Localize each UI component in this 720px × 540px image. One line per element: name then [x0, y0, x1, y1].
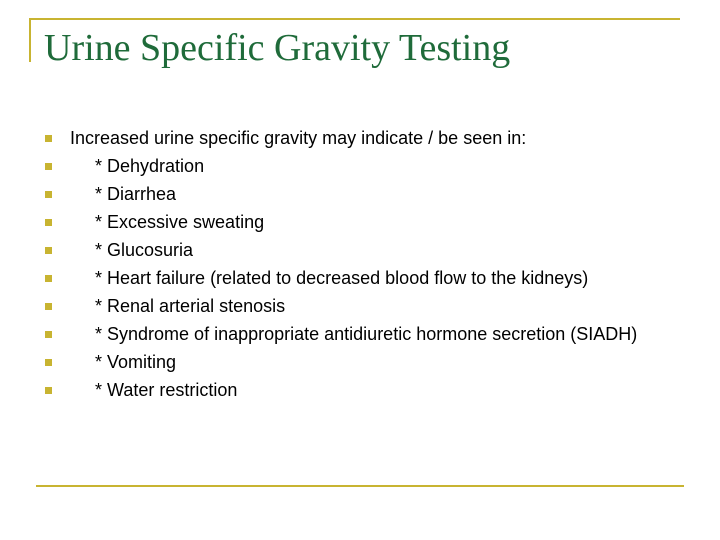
square-bullet-icon [45, 247, 52, 254]
square-bullet-icon [45, 331, 52, 338]
square-bullet-icon [45, 303, 52, 310]
list-item-text: * Excessive sweating [70, 212, 265, 232]
square-bullet-icon [45, 191, 52, 198]
square-bullet-icon [45, 163, 52, 170]
square-bullet-icon [45, 275, 52, 282]
square-bullet-icon [45, 387, 52, 394]
list-item [44, 240, 684, 261]
list-item [44, 212, 684, 233]
list-item [44, 128, 684, 149]
list-item-text: Increased urine specific gravity may indicate / be seen in: [70, 128, 527, 148]
bullet-list [44, 128, 684, 408]
list-item-text: * Syndrome of inappropriate antidiuretic hormone secretion (SIADH) [70, 324, 638, 344]
list-item-text: * Dehydration [70, 156, 205, 176]
list-item [44, 268, 684, 289]
list-item-text: * Diarrhea [70, 184, 177, 204]
top-accent-line [29, 18, 680, 20]
list-item-text: * Renal arterial stenosis [70, 296, 286, 316]
bottom-accent-line [36, 485, 684, 487]
list-item [44, 352, 684, 373]
square-bullet-icon [45, 359, 52, 366]
square-bullet-icon [45, 219, 52, 226]
list-item [44, 156, 684, 177]
list-item [44, 324, 684, 345]
list-item [44, 184, 684, 205]
slide-title: Urine Specific Gravity Testing [44, 27, 511, 69]
square-bullet-icon [45, 135, 52, 142]
list-item-text: * Vomiting [70, 352, 177, 372]
left-accent-line [29, 18, 31, 62]
list-item-text: * Glucosuria [70, 240, 194, 260]
list-item [44, 380, 684, 401]
list-item [44, 296, 684, 317]
list-item-text: * Heart failure (related to decreased blood flow to the kidneys) [70, 268, 589, 288]
list-item-text: * Water restriction [70, 380, 238, 400]
